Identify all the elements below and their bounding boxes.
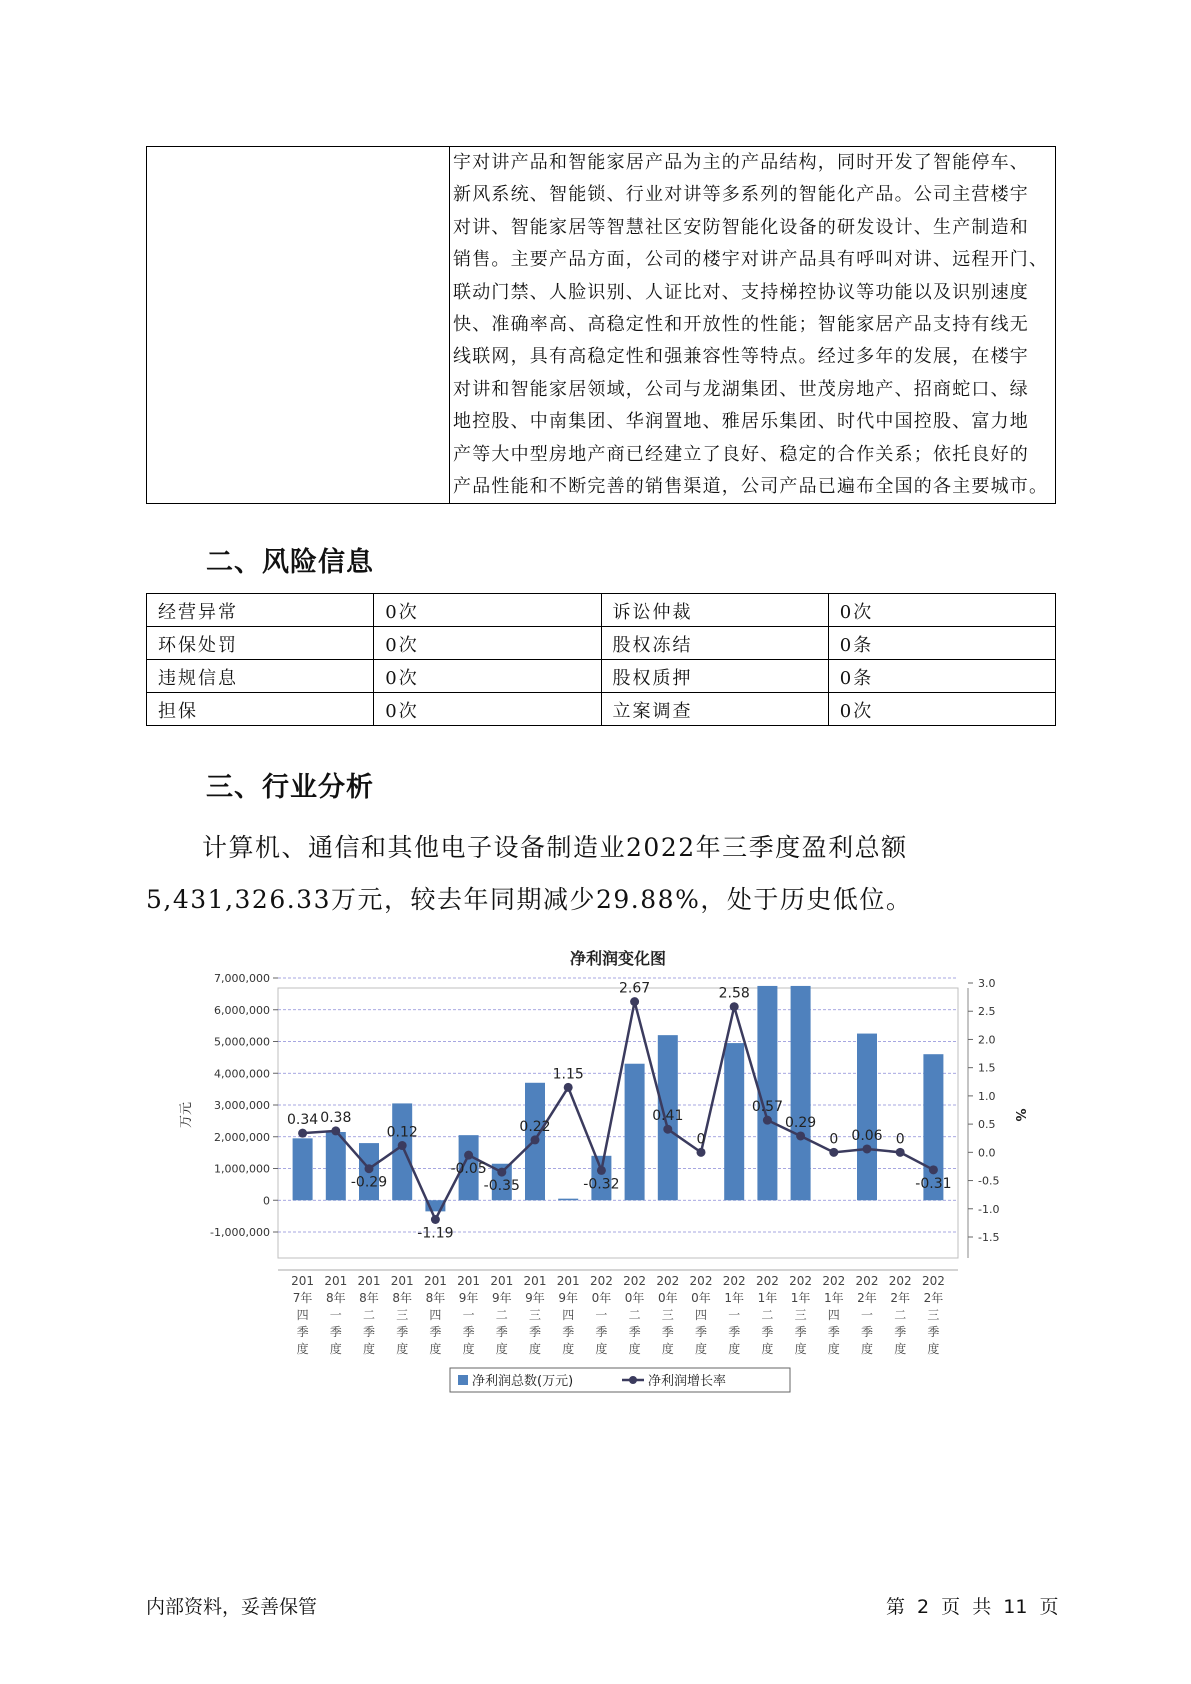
growth-data-label: -0.29 (350, 1174, 388, 1191)
y-right-tick-label: 1.0 (978, 1089, 996, 1103)
growth-point (497, 1168, 506, 1177)
net-profit-chart (150, 940, 1050, 1400)
x-tick-label: 201 (357, 1274, 381, 1288)
x-tick-label: 7年 (292, 1291, 313, 1305)
x-tick-label: 季 (528, 1325, 542, 1339)
industry-line: 5,431,326.33万元，较去年同期减少29.88%，处于历史低位。 (146, 885, 913, 914)
x-tick-label: 度 (595, 1342, 608, 1356)
intro-line: 对讲、智能家居等智慧社区安防智能化设备的研发设计、生产制造和 (453, 216, 1029, 238)
y-right-tick-label: 2.0 (978, 1033, 996, 1047)
growth-data-label: -0.35 (483, 1178, 520, 1195)
x-tick-label: 度 (628, 1342, 641, 1356)
x-tick-label: 202 (689, 1274, 713, 1288)
x-tick-label: 201 (556, 1274, 580, 1288)
y-right-tick-label: 0.5 (978, 1118, 996, 1132)
growth-data-label: 0 (895, 1131, 905, 1148)
x-tick-label: 201 (457, 1274, 481, 1288)
risk-value: 0条 (828, 660, 1055, 693)
x-tick-label: 季 (694, 1325, 708, 1339)
footer-page-number: 第 2 页 共 11 页 (886, 1596, 1059, 1618)
growth-point (896, 1148, 905, 1157)
intro-label-cell (147, 147, 450, 504)
intro-line: 联动门禁、人脸识别、人证比对、支持梯控协议等功能以及识别速度 (453, 281, 1029, 303)
plot-frame (278, 985, 958, 1258)
x-tick-label: 四 (562, 1308, 575, 1322)
intro-text-cell (450, 147, 1056, 504)
x-tick-label: 季 (429, 1325, 442, 1339)
intro-line: 产等大中型房地产商已经建立了良好、稳定的合作关系；依托良好的 (453, 443, 1029, 465)
growth-data-label: 0.41 (652, 1108, 684, 1125)
x-tick-label: 季 (794, 1325, 807, 1339)
x-tick-label: 季 (927, 1325, 940, 1339)
risk-value: 0次 (374, 660, 601, 693)
x-tick-label: 201 (324, 1274, 348, 1288)
x-tick-label: 季 (661, 1325, 674, 1339)
x-tick-label: 1年 (757, 1291, 778, 1305)
y-left-tick-label: 7,000,000 (214, 972, 270, 985)
intro-line: 销售。主要产品方面，公司的楼宇对讲产品具有呼叫对讲、远程开门、 (453, 249, 1049, 271)
x-tick-label: 8年 (359, 1291, 379, 1305)
x-tick-label: 季 (595, 1325, 608, 1339)
intro-line: 快、准确率高、高稳定性和开放性的性能；智能家居产品支持有线无 (453, 314, 1029, 336)
growth-data-label: -0.32 (583, 1176, 620, 1193)
x-tick-label: 三 (927, 1308, 940, 1322)
x-tick-label: 四 (429, 1308, 442, 1322)
x-tick-label: 二 (761, 1308, 774, 1322)
risk-label: 股权质押 (601, 660, 828, 693)
x-tick-label: 202 (755, 1274, 779, 1288)
growth-data-label: 0 (829, 1131, 839, 1148)
intro-line: 地控股、中南集团、华润置地、雅居乐集团、时代中国控股、富力地 (453, 411, 1029, 433)
risk-label: 立案调查 (601, 693, 828, 726)
x-tick-label: 度 (296, 1342, 309, 1356)
chart-title: 净利润变化图 (569, 949, 667, 968)
x-tick-label: 202 (822, 1274, 846, 1288)
x-tick-label: 8年 (325, 1291, 346, 1305)
x-tick-label: 1年 (790, 1291, 811, 1305)
table-row (147, 660, 1056, 693)
risk-value: 0次 (828, 693, 1055, 726)
x-tick-label: 季 (860, 1325, 874, 1339)
y-right-tick-label: 2.5 (978, 1005, 996, 1019)
x-tick-label: 四 (827, 1308, 840, 1322)
x-tick-label: 季 (827, 1325, 840, 1339)
x-tick-label: 201 (390, 1274, 414, 1288)
x-tick-label: 一 (462, 1308, 475, 1322)
x-tick-label: 度 (894, 1342, 907, 1356)
growth-data-label: 0.12 (386, 1124, 418, 1141)
x-tick-label: 度 (694, 1342, 708, 1356)
y-right-tick-label: -0.5 (978, 1174, 1000, 1188)
x-tick-label: 201 (490, 1274, 514, 1288)
x-tick-label: 1年 (724, 1291, 745, 1305)
x-tick-label: 202 (855, 1274, 879, 1288)
x-tick-label: 二 (362, 1308, 376, 1322)
x-tick-label: 202 (921, 1274, 945, 1288)
industry-heading: 三、行业分析 (206, 772, 374, 803)
growth-point (564, 1083, 573, 1092)
growth-data-label: 2.67 (619, 980, 651, 997)
x-tick-label: 度 (396, 1342, 409, 1356)
growth-data-label: 0.22 (519, 1118, 551, 1135)
growth-data-label: 0.06 (851, 1127, 883, 1144)
x-tick-label: 201 (291, 1274, 315, 1288)
x-tick-label: 度 (429, 1342, 442, 1356)
growth-point (796, 1131, 805, 1140)
legend-line-marker (629, 1376, 637, 1384)
x-tick-label: 季 (728, 1325, 741, 1339)
growth-point (829, 1148, 838, 1157)
x-tick-label: 2年 (890, 1291, 911, 1305)
risk-label: 诉讼仲裁 (601, 594, 828, 627)
x-tick-label: 2年 (923, 1291, 944, 1305)
bar (558, 1199, 578, 1201)
risk-value: 0次 (828, 594, 1055, 627)
risk-value: 0条 (828, 627, 1055, 660)
industry-line: 计算机、通信和其他电子设备制造业2022年三季度盈利总额 (202, 833, 908, 862)
risk-label: 担保 (147, 693, 374, 726)
table-row (147, 627, 1056, 660)
x-tick-label: 201 (523, 1274, 547, 1288)
bar (857, 1034, 877, 1201)
y-right-tick-label: 1.5 (978, 1061, 996, 1075)
x-tick-label: 季 (362, 1325, 376, 1339)
x-tick-label: 三 (528, 1308, 542, 1322)
x-tick-label: 度 (728, 1342, 741, 1356)
table-row (147, 594, 1056, 627)
x-tick-label: 202 (656, 1274, 680, 1288)
x-tick-label: 季 (462, 1325, 475, 1339)
y-left-tick-label: 6,000,000 (214, 1003, 270, 1017)
x-tick-label: 202 (789, 1274, 813, 1288)
growth-point (697, 1148, 706, 1157)
x-tick-label: 四 (296, 1308, 309, 1322)
x-tick-label: 202 (589, 1274, 613, 1288)
y-left-axis-title: 万元 (179, 1101, 194, 1129)
x-tick-label: 度 (462, 1342, 475, 1356)
intro-line: 线联网，具有高稳定性和强兼容性等特点。经过多年的发展，在楼宇 (453, 346, 1029, 368)
growth-point (298, 1129, 307, 1138)
risk-label: 违规信息 (147, 660, 374, 693)
growth-point (597, 1166, 606, 1175)
x-tick-label: 0年 (691, 1291, 711, 1305)
x-tick-label: 度 (562, 1342, 575, 1356)
growth-point (398, 1141, 407, 1150)
growth-point (630, 997, 639, 1006)
growth-data-label: -1.19 (417, 1225, 454, 1242)
y-left-tick-label: 2,000,000 (214, 1130, 270, 1144)
growth-point (763, 1116, 772, 1125)
y-left-tick-label: 5,000,000 (214, 1035, 270, 1049)
growth-data-label: -0.31 (915, 1175, 952, 1192)
bar (791, 986, 811, 1200)
growth-point (531, 1135, 540, 1144)
x-tick-label: 一 (728, 1308, 741, 1322)
x-tick-label: 9年 (525, 1291, 545, 1305)
legend-line-label: 净利润增长率 (648, 1374, 727, 1389)
legend-bar-swatch (458, 1375, 468, 1385)
x-tick-label: 四 (694, 1308, 708, 1322)
bar (293, 1138, 313, 1200)
x-tick-label: 三 (661, 1308, 674, 1322)
y-left-tick-label: -1,000,000 (210, 1226, 270, 1239)
risk-label: 经营异常 (147, 594, 374, 627)
company-intro-table (146, 146, 1056, 504)
x-tick-label: 季 (894, 1325, 907, 1339)
x-tick-label: 202 (722, 1274, 746, 1288)
intro-line: 新风系统、智能锁、行业对讲等多系列的智能化产品。公司主营楼宇 (453, 184, 1029, 206)
x-tick-label: 202 (623, 1274, 647, 1288)
x-tick-label: 二 (628, 1308, 641, 1322)
y-left-tick-label: 3,000,000 (214, 1099, 270, 1112)
legend-bar-label: 净利润总数(万元) (472, 1374, 574, 1389)
table-row (147, 693, 1056, 726)
x-tick-label: 季 (296, 1325, 309, 1339)
x-tick-label: 9年 (458, 1291, 479, 1305)
x-tick-label: 9年 (491, 1291, 512, 1305)
x-tick-label: 三 (396, 1308, 409, 1322)
x-tick-label: 8年 (425, 1291, 446, 1305)
intro-line: 对讲和智能家居领域，公司与龙湖集团、世茂房地产、招商蛇口、绿 (453, 378, 1029, 400)
x-tick-label: 度 (827, 1342, 840, 1356)
x-tick-label: 季 (396, 1325, 409, 1339)
intro-text (450, 147, 1055, 503)
x-tick-label: 度 (329, 1342, 342, 1356)
y-right-tick-label: -1.0 (978, 1202, 1000, 1216)
chart-svg (150, 940, 1050, 1400)
y-left-tick-label: 4,000,000 (214, 1067, 270, 1081)
y-left-tick-label: 1,000,000 (214, 1162, 270, 1176)
x-tick-label: 度 (761, 1342, 774, 1356)
growth-data-label: 0.34 (287, 1112, 319, 1129)
growth-data-label: 0 (696, 1131, 706, 1148)
growth-data-label: 1.15 (552, 1066, 584, 1083)
x-tick-label: 度 (495, 1342, 508, 1356)
growth-data-label: 0.57 (751, 1099, 783, 1116)
risk-value: 0次 (374, 594, 601, 627)
x-tick-label: 度 (362, 1342, 376, 1356)
growth-point (365, 1164, 374, 1173)
x-tick-label: 一 (860, 1308, 874, 1322)
growth-point (431, 1215, 440, 1224)
growth-data-label: -0.05 (450, 1161, 487, 1178)
risk-value: 0次 (374, 693, 601, 726)
growth-data-label: 2.58 (718, 985, 750, 1002)
risk-table (146, 593, 1056, 726)
x-tick-label: 二 (495, 1308, 508, 1322)
growth-point (929, 1165, 938, 1174)
x-tick-label: 0年 (591, 1291, 612, 1305)
risk-value: 0次 (374, 627, 601, 660)
risk-heading: 二、风险信息 (206, 547, 374, 578)
growth-point (331, 1126, 340, 1135)
y-right-tick-label: -1.5 (978, 1231, 1000, 1244)
bar (625, 1064, 645, 1201)
x-tick-label: 度 (860, 1342, 874, 1356)
intro-line: 宇对讲产品和智能家居产品为主的产品结构，同时开发了智能停车、 (453, 152, 1029, 173)
x-tick-label: 9年 (558, 1291, 579, 1305)
x-tick-label: 季 (329, 1325, 342, 1339)
x-tick-label: 度 (794, 1342, 807, 1356)
x-tick-label: 8年 (392, 1291, 413, 1305)
footer-confidential: 内部资料，妥善保管 (146, 1596, 318, 1618)
growth-point (863, 1144, 872, 1153)
risk-label: 环保处罚 (147, 627, 374, 660)
x-tick-label: 季 (495, 1325, 508, 1339)
x-tick-label: 0年 (624, 1291, 645, 1305)
x-tick-label: 一 (329, 1308, 342, 1322)
x-tick-label: 202 (888, 1274, 912, 1288)
growth-point (464, 1151, 473, 1160)
growth-data-label: 0.38 (320, 1109, 352, 1126)
y-left-tick-label: 0 (263, 1194, 270, 1208)
x-tick-label: 季 (761, 1325, 774, 1339)
x-tick-label: 季 (562, 1325, 575, 1339)
x-tick-label: 三 (794, 1308, 807, 1322)
x-tick-label: 2年 (857, 1291, 877, 1305)
x-tick-label: 二 (894, 1308, 907, 1322)
y-right-axis-title: % (1012, 1108, 1027, 1122)
bar (326, 1132, 346, 1200)
x-tick-label: 0年 (657, 1291, 678, 1305)
x-tick-label: 201 (423, 1274, 447, 1288)
y-right-tick-label: 0.0 (978, 1146, 996, 1160)
x-tick-label: 1年 (823, 1291, 844, 1305)
y-right-tick-label: 3.0 (978, 977, 996, 990)
x-tick-label: 度 (927, 1342, 940, 1356)
x-tick-label: 一 (595, 1308, 608, 1322)
growth-point (730, 1002, 739, 1011)
x-tick-label: 度 (661, 1342, 674, 1356)
growth-data-label: 0.29 (785, 1114, 817, 1131)
x-tick-label: 度 (528, 1342, 542, 1356)
growth-point (663, 1125, 672, 1134)
industry-paragraph (146, 822, 1056, 926)
bar (724, 1043, 744, 1200)
risk-label: 股权冻结 (601, 627, 828, 660)
x-tick-label: 季 (628, 1325, 641, 1339)
intro-line: 产品性能和不断完善的销售渠道，公司产品已遍布全国的各主要城市。 (453, 476, 1049, 498)
